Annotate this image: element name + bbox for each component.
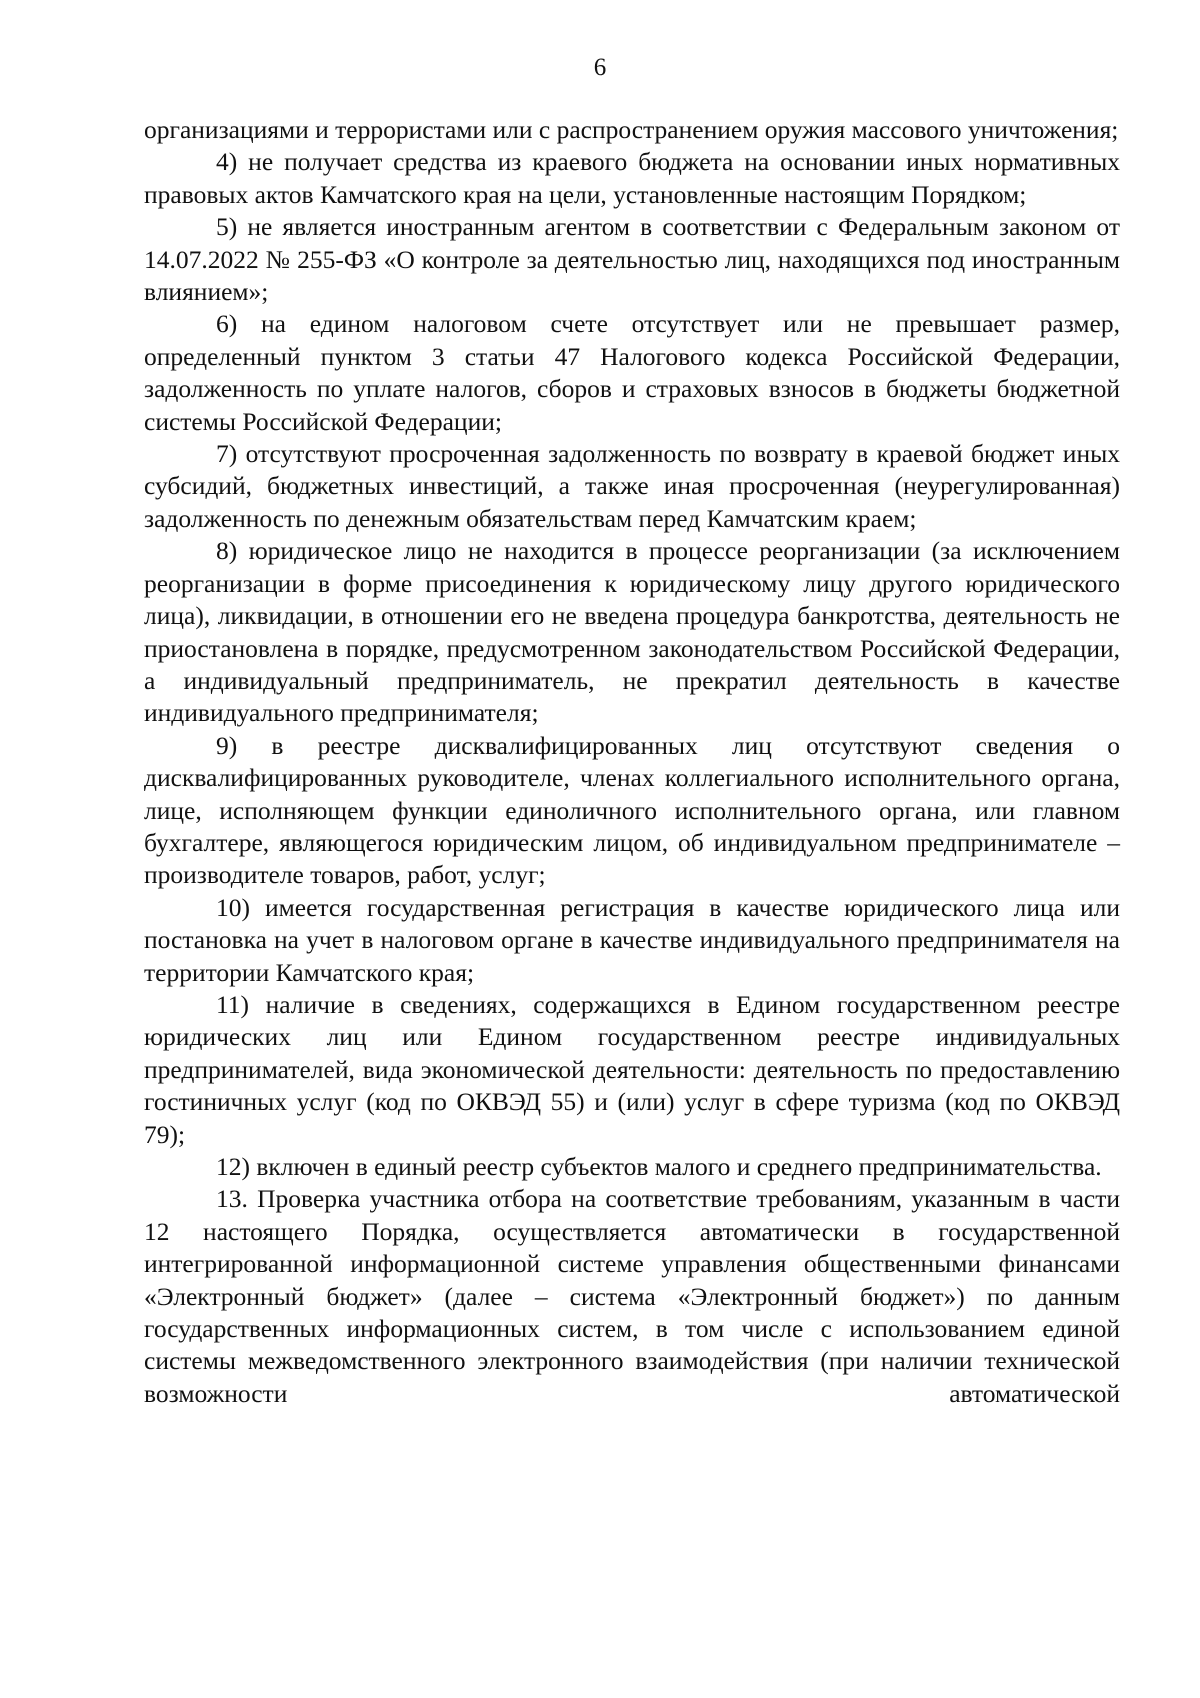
paragraph-section-13: 13. Проверка участника отбора на соответствие требованиям, указанным в части 12 настоящего Порядка, осуществляется автоматически в государственной интегрированной информационной системе управления общественными финансами «Электронный бюджет» (далее – система «Электронный бюджет») по данным государственных информационных систем, в том числе с использованием единой системы межведомственного электронного взаимодействия (при наличии технической возможности автоматической <box>144 1184 1120 1408</box>
paragraph-item-4: 4) не получает средства из краевого бюджета на основании иных нормативных правовых актов Камчатского края на цели, установленные настоящим Порядком; <box>144 147 1120 209</box>
paragraph-item-6: 6) на едином налоговом счете отсутствует или не превышает размер, определенный пунктом 3 статьи 47 Налогового кодекса Российской Федерации, задолженность по уплате налогов, сборов и страховых взносов в бюджеты бюджетной системы Российской Федерации; <box>144 309 1120 436</box>
paragraph-item-9: 9) в реестре дисквалифицированных лиц отсутствуют сведения о дисквалифицированных руководителе, членах коллегиального исполнительного органа, лице, исполняющем функции единоличного исполнительного органа, или главном бухгалтере, являющегося юридическим лицом, об индивидуальном предпринимателе – производителе товаров, работ, услуг; <box>144 730 1120 890</box>
paragraph-item-7: 7) отсутствуют просроченная задолженность по возврату в краевой бюджет иных субсидий, бюджетных инвестиций, а также иная просроченная (неурегулированная) задолженность по денежным обязательствам перед Камчатским краем; <box>144 439 1120 533</box>
document-body <box>144 114 1120 1410</box>
paragraph-item-10: 10) имеется государственная регистрация в качестве юридического лица или постановка на учет в налоговом органе в качестве индивидуального предпринимателя на территории Камчатского края; <box>144 892 1120 987</box>
paragraph-item-11: 11) наличие в сведениях, содержащихся в Едином государственном реестре юридических лиц или Едином государственном реестре индивидуальных предпринимателей, вида экономической деятельности: деятельность по предоставлению гостиничных услуг (код по ОКВЭД 55) и (или) услуг в сфере туризма (код по ОКВЭД 79); <box>144 989 1120 1149</box>
paragraph-item-5: 5) не является иностранным агентом в соответствии с Федеральным законом от 14.07.2022 № 255-ФЗ «О контроле за деятельностью лиц, находящихся под иностранным влиянием»; <box>144 212 1120 307</box>
paragraph-item-1-continuation: организациями и террористами или с распространением оружия массового уничтожения; <box>144 115 1119 144</box>
paragraph-item-8: 8) юридическое лицо не находится в процессе реорганизации (за исключением реорганизации в форме присоединения к юридическому лицу другого юридического лица), ликвидации, в отношении его не введена процедура банкротства, деятельность не приостановлена в порядке, предусмотренном законодательством Российской Федерации, а индивидуальный предприниматель, не прекратил деятельность в качестве индивидуального предпринимателя; <box>144 536 1120 728</box>
page-number: 6 <box>593 54 607 81</box>
paragraph-item-12: 12) включен в единый реестр субъектов малого и среднего предпринимательства. <box>216 1152 1102 1181</box>
